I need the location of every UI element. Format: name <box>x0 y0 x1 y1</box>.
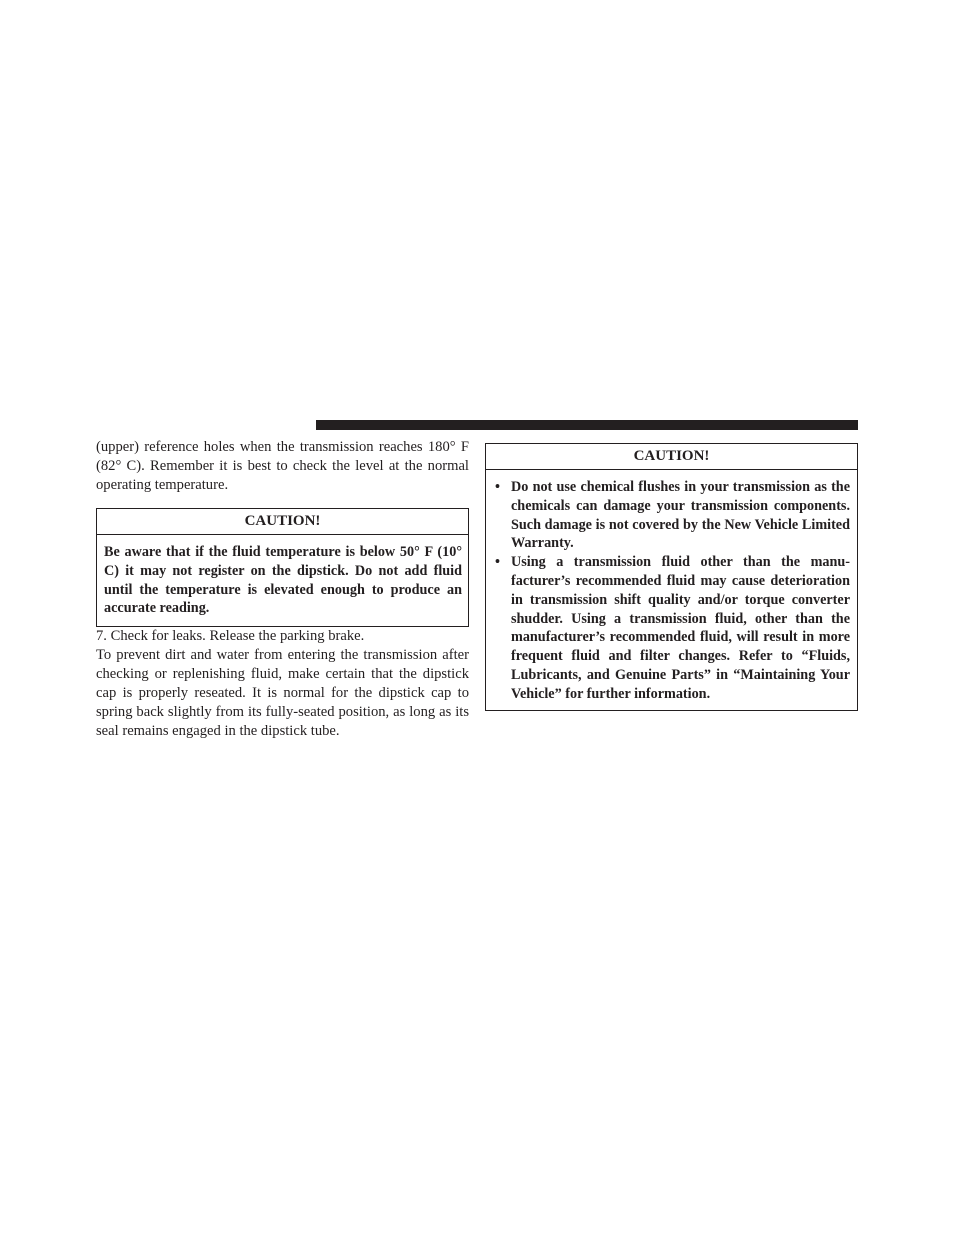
right-column <box>485 443 858 711</box>
left-column <box>96 438 469 741</box>
caution-title: CAUTION! <box>486 444 857 470</box>
caution-bullet-item <box>494 478 850 553</box>
caution-text: Be aware that if the fluid temperature is below 50° F (10° C) it may not register on the dipstick. Do not add fluid until the temperature is elevated enough to produce an accurate reading. <box>104 544 462 617</box>
paragraph-reference-holes: (upper) reference holes when the transmission reaches 180° F (82° C). Remember it is best to check the level at the normal operating temperature. <box>96 439 469 493</box>
bullet-icon: • <box>495 479 500 495</box>
caution-box-temperature <box>96 508 469 627</box>
caution-bullet-list <box>494 478 850 704</box>
paragraph-dipstick-cap: To prevent dirt and water from entering the transmission after checking or replenishing fluid, make certain that the dipstick cap is properly reseated. It is normal for the dipstick cap to spring back slightly from its fully-seated position, as long as its seal remains engaged in the dipstick tube. <box>96 647 469 740</box>
section-header-bar <box>316 420 858 430</box>
caution-title: CAUTION! <box>97 509 468 535</box>
bullet-icon: • <box>495 554 500 571</box>
caution-bullet-item <box>494 553 850 703</box>
caution-bullet-text: Do not use chemical flushes in your transmission as the chemicals can damage your transmission components. Such damage is not covered by the New Vehicle Limited Warranty. <box>511 479 850 552</box>
caution-bullet-text: Using a transmission fluid other than the manufacturer’s recommended fluid may cause deterioration in transmission shift quality and/or torque converter shudder. Using a transmission fluid, other than the manufacturer’s recommended fluid, will result in more frequent fluid and filter changes. Refer to “Fluids, Lubricants, and Genuine Parts” in “Maintaining Your Vehicle” for further information. <box>511 554 850 702</box>
caution-box-fluids <box>485 443 858 711</box>
caution-body <box>486 470 857 710</box>
step-7-check-leaks: 7. Check for leaks. Release the parking brake. <box>96 628 365 645</box>
